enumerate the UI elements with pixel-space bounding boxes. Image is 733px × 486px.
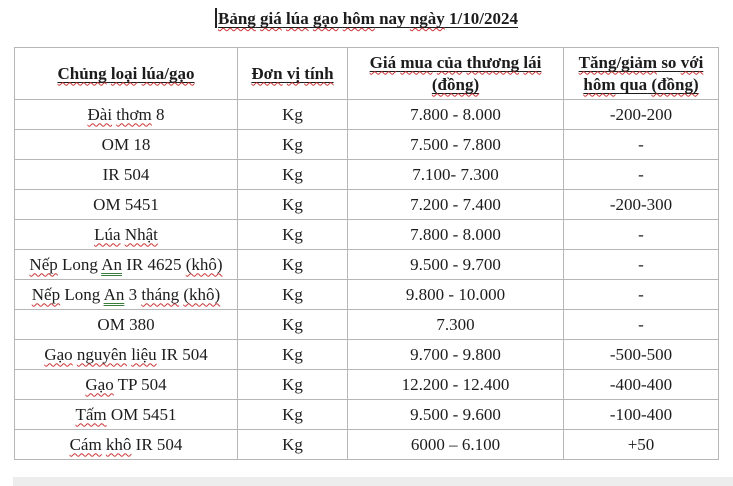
cell-change: -100-400 — [564, 400, 719, 430]
spellcheck-underline: (đồng) — [431, 74, 480, 94]
table-header-row — [15, 48, 719, 100]
table-row — [15, 340, 719, 370]
spellcheck-underline: tháng — [141, 284, 180, 304]
cell-unit: Kg — [238, 100, 348, 130]
table-row — [15, 370, 719, 400]
text-cursor — [215, 8, 217, 28]
cell-unit: Kg — [238, 340, 348, 370]
cell-change: - — [564, 310, 719, 340]
spellcheck-underline: Nếp — [29, 254, 58, 274]
table-row — [15, 430, 719, 460]
spellcheck-underline: liệu — [131, 344, 157, 364]
cell-rice-type: Gạo TP 504 — [15, 370, 238, 400]
table-row — [15, 400, 719, 430]
spellcheck-underline: loại — [110, 63, 138, 83]
cell-rice-type — [15, 220, 238, 250]
table-row — [15, 250, 719, 280]
spellcheck-underline: lúa — [286, 9, 309, 28]
spellcheck-underline: Lúa — [94, 224, 121, 244]
spellcheck-underline: Giá — [369, 52, 397, 72]
spellcheck-underline: ngày — [409, 9, 445, 28]
cell-unit: Kg — [238, 310, 348, 340]
cell-price: 9.700 - 9.800 — [348, 340, 564, 370]
cell-unit: Kg — [238, 130, 348, 160]
spellcheck-underline: Tăng/giảm — [578, 52, 658, 72]
cell-price: 7.800 - 8.000 — [348, 100, 564, 130]
cell-change: - — [564, 160, 719, 190]
cell-price: 6000 – 6.100 — [348, 430, 564, 460]
cell-change: - — [564, 250, 719, 280]
cell-price: 12.200 - 12.400 — [348, 370, 564, 400]
spellcheck-underline: vị — [286, 63, 301, 83]
cell-change: -200-300 — [564, 190, 719, 220]
spellcheck-underline: gạo — [312, 9, 339, 28]
spellcheck-underline: (khô) — [183, 284, 221, 304]
cell-rice-type: IR 504 — [15, 160, 238, 190]
rice-price-table — [14, 47, 719, 460]
spellcheck-underline: Gạo — [85, 374, 114, 394]
spellcheck-underline: (đồng) — [651, 74, 699, 94]
spellcheck-underline: Tấm — [75, 404, 107, 424]
cell-change: - — [564, 280, 719, 310]
cell-unit: Kg — [238, 430, 348, 460]
spellcheck-underline: mua — [400, 52, 433, 72]
cell-change: - — [564, 130, 719, 160]
table-row — [15, 190, 719, 220]
spellcheck-underline: Nếp — [31, 284, 61, 304]
bottom-gray-strip — [13, 477, 733, 486]
spellcheck-underline: Nhật — [124, 224, 158, 244]
spellcheck-underline: (khô) — [185, 254, 223, 274]
cell-rice-type: Gạo nguyên liệu IR 504 — [15, 340, 238, 370]
cell-rice-type: OM 18 — [15, 130, 238, 160]
table-row — [15, 130, 719, 160]
spellcheck-underline: với — [680, 52, 704, 72]
grammar-underline: An — [103, 284, 125, 304]
cell-price: 7.100- 7.300 — [348, 160, 564, 190]
spellcheck-underline: khô — [105, 434, 132, 454]
table-row — [15, 220, 719, 250]
header-rice-type — [15, 48, 238, 100]
cell-rice-type: Nếp Long An 3 tháng (khô) — [15, 280, 238, 310]
cell-unit: Kg — [238, 280, 348, 310]
table-row — [15, 310, 719, 340]
cell-rice-type: OM 380 — [15, 310, 238, 340]
cell-unit: Kg — [238, 220, 348, 250]
spellcheck-underline: Gạo — [44, 344, 73, 364]
spellcheck-underline: lúa/gạo — [141, 63, 195, 83]
cell-price: 9.800 - 10.000 — [348, 280, 564, 310]
cell-change: -500-500 — [564, 340, 719, 370]
table-body — [15, 100, 719, 460]
spellcheck-underline: Đơn — [251, 63, 283, 83]
cell-unit: Kg — [238, 190, 348, 220]
spellcheck-underline: tính — [304, 63, 334, 83]
header-price — [348, 48, 564, 100]
spellcheck-underline: giá — [260, 9, 282, 28]
cell-unit: Kg — [238, 160, 348, 190]
cell-price: 7.800 - 8.000 — [348, 220, 564, 250]
cell-price: 9.500 - 9.700 — [348, 250, 564, 280]
grammar-underline: An — [101, 254, 122, 274]
spellcheck-underline: Cám — [69, 434, 102, 454]
cell-change: +50 — [564, 430, 719, 460]
cell-rice-type: Tấm OM 5451 — [15, 400, 238, 430]
document-title-line — [0, 7, 733, 31]
spellcheck-underline: thương — [466, 52, 520, 72]
table-row — [15, 160, 719, 190]
cell-change: -400-400 — [564, 370, 719, 400]
spellcheck-underline: nguyên — [76, 344, 127, 364]
table-row — [15, 100, 719, 130]
cell-price: 7.500 - 7.800 — [348, 130, 564, 160]
cell-price: 7.200 - 7.400 — [348, 190, 564, 220]
cell-rice-type: OM 5451 — [15, 190, 238, 220]
spellcheck-underline: thơm — [116, 104, 152, 124]
cell-rice-type: Nếp Long An IR 4625 (khô) — [15, 250, 238, 280]
cell-price: 7.300 — [348, 310, 564, 340]
cell-rice-type: Đài thơm 8 — [15, 100, 238, 130]
spellcheck-underline: hôm — [342, 9, 375, 28]
cell-change: -200-200 — [564, 100, 719, 130]
cell-unit: Kg — [238, 250, 348, 280]
spellcheck-underline: hôm — [583, 74, 616, 94]
cell-unit: Kg — [238, 400, 348, 430]
header-change: Tăng/giảm so với hôm qua (đồng) — [564, 48, 719, 100]
spellcheck-underline: Đài — [87, 104, 113, 124]
table-row — [15, 280, 719, 310]
cell-change: - — [564, 220, 719, 250]
spellcheck-underline: của — [436, 52, 463, 72]
spellcheck-underline: lái — [523, 52, 542, 72]
cell-price: 9.500 - 9.600 — [348, 400, 564, 430]
cell-unit: Kg — [238, 370, 348, 400]
cell-rice-type: Cám khô IR 504 — [15, 430, 238, 460]
page-title: Bảng giá lúa gạo hôm nay ngày 1/10/2024 — [218, 9, 518, 28]
header-unit — [238, 48, 348, 100]
spellcheck-underline: Bảng — [218, 9, 256, 28]
spellcheck-underline: Chủng — [57, 63, 107, 83]
